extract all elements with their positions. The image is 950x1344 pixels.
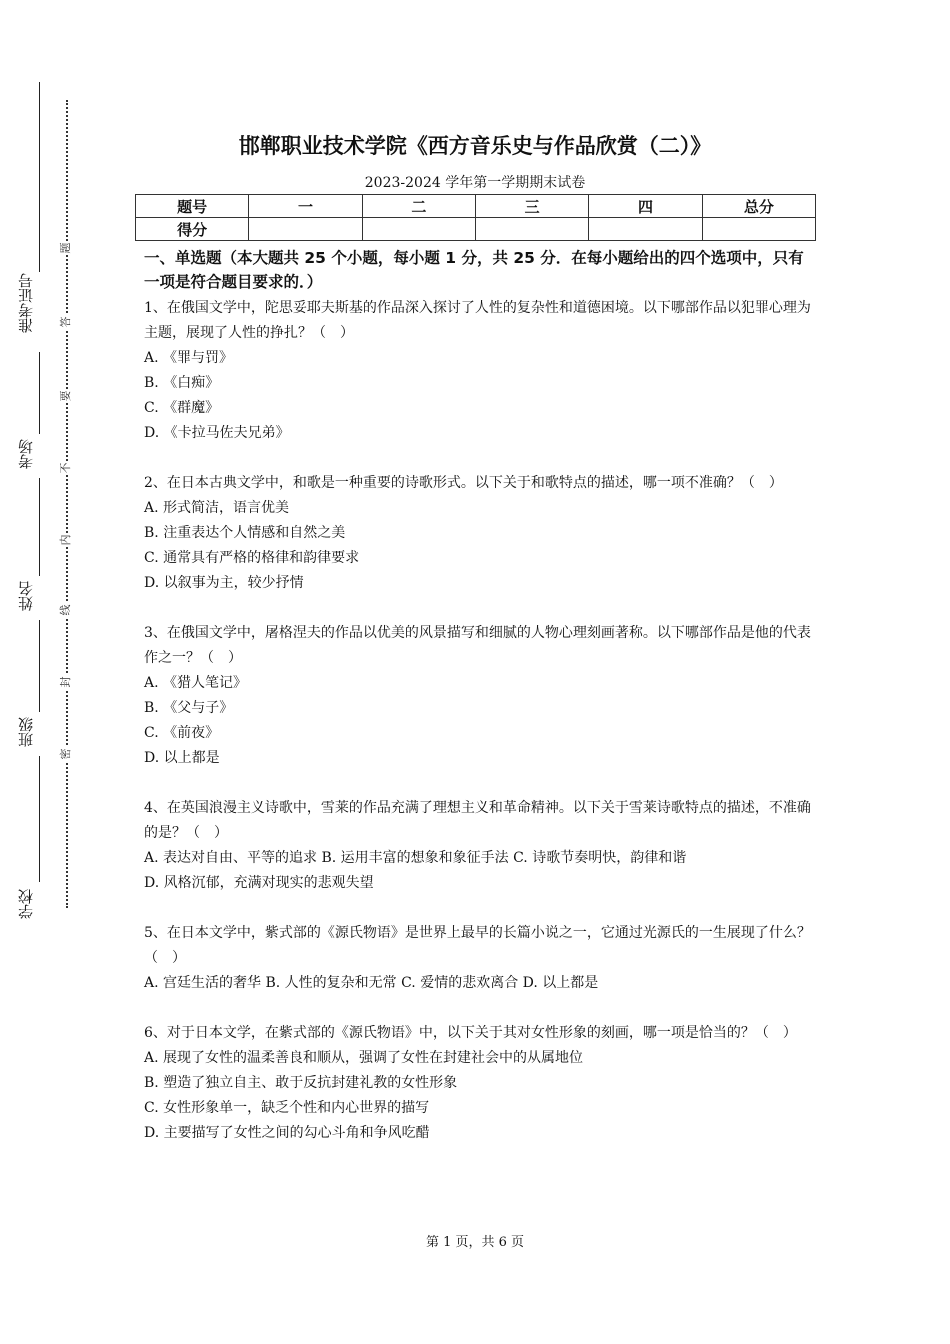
question-stem: 4、在英国浪漫主义诗歌中，雪莱的作品充满了理想主义和革命精神。以下关于雪莱诗歌特点的描述，不准确的是？（ ） — [144, 800, 811, 841]
score-table-score-row — [136, 218, 816, 241]
field-name — [18, 576, 46, 616]
seal-char: 答 — [59, 316, 72, 328]
question-3 — [144, 621, 814, 771]
binding-line — [39, 756, 40, 882]
question-stem: 5、在日本文学中，紫式部的《源氏物语》是世界上最早的长篇小说之一，它通过光源氏的一生展现了什么？（ ） — [144, 925, 811, 966]
option-b: B. 注重表达个人情感和自然之美 — [144, 525, 346, 541]
binding-line — [39, 620, 40, 712]
score-header-cell: 总分 — [702, 195, 815, 218]
seal-char: 封 — [59, 676, 72, 688]
page-number: 第 1 页，共 6 页 — [425, 1235, 525, 1250]
field-label: 姓名 — [17, 581, 35, 611]
option-d: D. 风格沉郁，充满对现实的悲观失望 — [144, 875, 374, 891]
score-header-cell: 二 — [362, 195, 475, 218]
option-b: B. 塑造了独立自主、敢于反抗封建礼教的女性形象 — [144, 1075, 458, 1091]
seal-char: 线 — [59, 604, 72, 616]
option-d: D. 主要描写了女性之间的勾心斗角和争风吃醋 — [144, 1125, 430, 1141]
score-header-cell: 四 — [589, 195, 702, 218]
question-stem: 1、在俄国文学中，陀思妥耶夫斯基的作品深入探讨了人性的复杂性和道德困境。以下哪部作品以犯罪心理为主题，展现了人性的挣扎？（ ） — [144, 300, 811, 341]
question-1 — [144, 296, 814, 446]
seal-char: 要 — [59, 390, 72, 402]
option-a: A. 《罪与罚》 — [144, 350, 234, 366]
question-4 — [144, 796, 814, 896]
option-c: C. 《群魔》 — [144, 400, 220, 416]
question-2 — [144, 471, 814, 596]
field-school — [18, 884, 46, 924]
seal-char: 内 — [59, 534, 72, 546]
score-row-label: 得分 — [136, 218, 249, 241]
question-stem: 6、对于日本文学，在紫式部的《源氏物语》中，以下关于其对女性形象的刻画，哪一项是恰当的？（ ） — [144, 1025, 797, 1041]
score-cell — [249, 218, 362, 241]
field-class — [18, 712, 46, 752]
field-exam-room — [18, 434, 46, 474]
score-cell — [589, 218, 702, 241]
option-a: A. 形式简洁，语言优美 — [144, 500, 290, 516]
seal-char: 密 — [59, 748, 72, 760]
field-label: 班级 — [17, 717, 35, 747]
score-header-cell: 三 — [475, 195, 588, 218]
option-c: C. 通常具有严格的格律和韵律要求 — [144, 550, 360, 566]
option-a: A. 《猎人笔记》 — [144, 675, 248, 691]
option-b: B. 《父与子》 — [144, 700, 234, 716]
option-c: C. 女性形象单一，缺乏个性和内心世界的描写 — [144, 1100, 430, 1116]
exam-content — [144, 246, 814, 1146]
question-6 — [144, 1021, 814, 1146]
field-label: 学校 — [17, 889, 35, 919]
score-table — [135, 194, 816, 241]
score-header-cell: 一 — [249, 195, 362, 218]
question-stem: 2、在日本古典文学中，和歌是一种重要的诗歌形式。以下关于和歌特点的描述，哪一项不准确？（ ） — [144, 475, 783, 491]
field-label: 准考证号 — [17, 273, 35, 333]
exam-subtitle: 2023-2024 学年第一学期期末试卷 — [364, 175, 586, 191]
option-d: D. 以上都是 — [144, 750, 220, 766]
binding-line — [39, 352, 40, 434]
score-table-header-row — [136, 195, 816, 218]
option-a: A. 展现了女性的温柔善良和顺从，强调了女性在封建社会中的从属地位 — [144, 1050, 584, 1066]
section-heading: 一、单选题（本大题共 25 个小题，每小题 1 分，共 25 分．在每小题给出的四个选项中，只有一项是符合题目要求的．） — [144, 249, 804, 291]
score-header-cell: 题号 — [136, 195, 249, 218]
seal-line — [66, 100, 68, 908]
field-label: 考场 — [17, 439, 35, 469]
option-c: C. 《前夜》 — [144, 725, 220, 741]
option-b: B. 《白痴》 — [144, 375, 220, 391]
options-abc: A. 表达对自由、平等的追求 B. 运用丰富的想象和象征手法 C. 诗歌节奏明快，韵律和谐 — [144, 850, 687, 866]
question-5 — [144, 921, 814, 996]
binding-line — [39, 478, 40, 576]
field-exam-number — [18, 258, 46, 348]
question-stem: 3、在俄国文学中，屠格涅夫的作品以优美的风景描写和细腻的人物心理刻画著称。以下哪部作品是他的代表作之一？（ ） — [144, 625, 811, 666]
score-cell — [475, 218, 588, 241]
binding-margin — [0, 0, 90, 1344]
option-d: D. 以叙事为主，较少抒情 — [144, 575, 304, 591]
score-cell — [362, 218, 475, 241]
option-d: D. 《卡拉马佐夫兄弟》 — [144, 425, 290, 441]
exam-title: 邯郸职业技术学院《西方音乐史与作品欣赏（二）》 — [238, 134, 712, 158]
seal-char: 题 — [59, 242, 72, 254]
score-cell — [702, 218, 815, 241]
options-abcd: A. 宫廷生活的奢华 B. 人性的复杂和无常 C. 爱情的悲欢离合 D. 以上都是 — [144, 975, 599, 991]
seal-char: 不 — [59, 462, 72, 474]
